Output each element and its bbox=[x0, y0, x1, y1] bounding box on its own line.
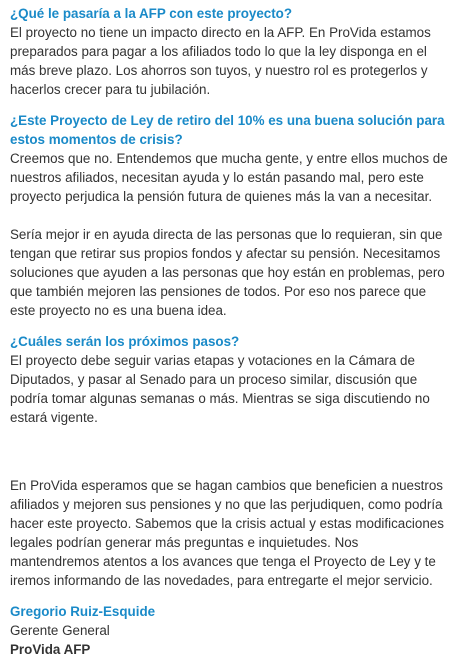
signature-name: Gregorio Ruiz-Esquide bbox=[10, 604, 156, 619]
section-paragraph: El proyecto no tiene un impacto directo en la AFP. En ProVida estamos preparados para pagar a los afiliados todo lo que la ley disponga en el más breve plazo. Los ahorros son tuyos, y nuestro rol es protegerlos y hacerlos crecer para tu jubilación. bbox=[10, 25, 431, 97]
section-paragraph: Creemos que no. Entendemos que mucha gente, y entre ellos muchos de nuestros afiliados, necesitan ayuda y lo están pasando mal, pero este proyecto perjudica la pensión futura de quienes más la van a necesitar. bbox=[10, 151, 448, 204]
spacer bbox=[10, 320, 450, 332]
section-heading-afp-impact: ¿Qué le pasaría a la AFP con este proyecto? bbox=[10, 6, 293, 21]
spacer bbox=[10, 99, 450, 111]
signature-role: Gerente General bbox=[10, 623, 110, 638]
section-heading-next-steps: ¿Cuáles serán los próximos pasos? bbox=[10, 334, 240, 349]
spacer bbox=[10, 590, 450, 602]
closing-paragraph: En ProVida esperamos que se hagan cambios que beneficien a nuestros afiliados y mejoren sus pensiones y no que las perjudiquen, como podría hacer este proyecto. Sabemos que la crisis actual y estas modificaciones legales podrían generar más preguntas e inquietudes. Nos mantendremos atentos a los avances que tenga el Proyecto de Ley y te iremos informando de las novedades, para entregarte el mejor servicio. bbox=[10, 478, 444, 588]
section-heading-good-solution: ¿Este Proyecto de Ley de retiro del 10% es una buena solución para estos momentos de crisis? bbox=[10, 113, 445, 147]
signature-org: ProVida AFP bbox=[10, 642, 91, 657]
section-paragraph: El proyecto debe seguir varias etapas y votaciones en la Cámara de Diputados, y pasar al Senado para un proceso similar, discusión que podría tomar algunas semanas o más. Mientras se siga discutiendo no estará vigente. bbox=[10, 353, 430, 425]
section-paragraph: Sería mejor ir en ayuda directa de las personas que lo requieran, sin que tengan que retirar sus propios fondos y afectar su pensión. Necesitamos soluciones que ayuden a las personas que hoy están en problemas, pero que también mejoren las pensiones de todos. Por eso nos parece que este proyecto no es una buena idea. bbox=[10, 227, 445, 318]
spacer bbox=[10, 427, 450, 476]
letter-body bbox=[10, 4, 450, 659]
spacer bbox=[10, 206, 450, 225]
